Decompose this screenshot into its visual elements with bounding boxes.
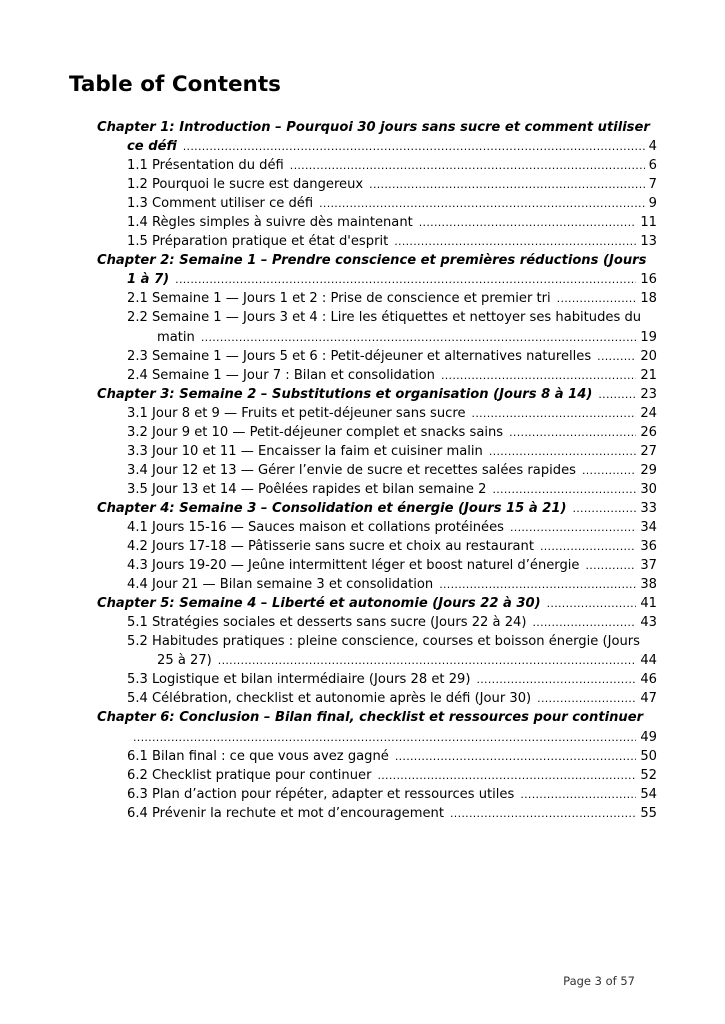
dot-leader (450, 804, 636, 823)
dot-leader (547, 594, 637, 613)
toc-entry-title: 25 à 27) (157, 653, 212, 669)
toc-chapter-entry[interactable] (97, 251, 657, 289)
toc-entry-title: 3.1 Jour 8 et 9 — Fruits et petit-déjeuner sans sucre (127, 405, 466, 421)
dot-leader (472, 404, 637, 423)
toc-page-number: 19 (640, 329, 657, 345)
toc-section-entry[interactable] (97, 175, 657, 194)
toc-entry-title: 2.2 Semaine 1 — Jours 3 et 4 : Lire les étiquettes et nettoyer ses habitudes du (127, 310, 642, 326)
toc-page-number: 37 (640, 558, 657, 574)
toc-entry-title: 2.1 Semaine 1 — Jours 1 et 2 : Prise de conscience et premier tri (127, 291, 551, 307)
toc-page-number: 16 (640, 272, 657, 288)
toc-section-entry[interactable] (97, 747, 657, 766)
toc-entry-title: 4.4 Jour 21 — Bilan semaine 3 et consolidation (127, 577, 434, 593)
dot-leader (489, 442, 636, 461)
toc-entry-title: 1 à 7) (127, 272, 170, 288)
toc-section-entry[interactable] (97, 766, 657, 785)
toc-section-entry[interactable] (97, 442, 657, 461)
dot-leader (597, 347, 636, 366)
toc-page-number: 52 (640, 767, 657, 783)
toc-section-entry[interactable] (97, 632, 657, 670)
toc-page-number: 18 (640, 291, 657, 307)
toc-section-entry[interactable] (97, 366, 657, 385)
toc-entry-title: ce défi (127, 139, 177, 155)
toc-section-entry[interactable] (97, 404, 657, 423)
dot-leader (540, 537, 636, 556)
dot-leader (441, 366, 636, 385)
toc-section-entry[interactable] (97, 213, 657, 232)
table-of-contents (97, 118, 657, 823)
toc-page-number: 38 (640, 577, 657, 593)
toc-entry-title: 3.2 Jour 9 et 10 — Petit-déjeuner complet et snacks sains (127, 424, 504, 440)
toc-page-number: 49 (640, 729, 657, 745)
toc-page-number: 44 (640, 653, 657, 669)
toc-section-entry[interactable] (97, 556, 657, 575)
toc-entry-title: 4.3 Jours 19-20 — Jeûne intermittent léger et boost naturel d’énergie (127, 558, 580, 574)
toc-entry-title: Chapter 1: Introduction – Pourquoi 30 jours sans sucre et comment utiliser (97, 120, 650, 135)
toc-section-entry[interactable] (97, 670, 657, 689)
toc-page-number: 20 (640, 348, 657, 364)
toc-entry-title: 6.4 Prévenir la rechute et mot d’encouragement (127, 805, 444, 821)
dot-leader (582, 461, 636, 480)
toc-page-number: 50 (640, 748, 657, 764)
toc-entry-title: 3.4 Jour 12 et 13 — Gérer l’envie de sucre et recettes salées rapides (127, 462, 576, 478)
dot-leader (533, 613, 637, 632)
toc-chapter-entry[interactable] (97, 499, 657, 518)
page-number-footer: Page 3 of 57 (563, 974, 635, 988)
toc-section-entry[interactable] (97, 194, 657, 213)
toc-entry-title: 5.3 Logistique et bilan intermédiaire (Jours 28 et 29) (127, 672, 471, 688)
dot-leader (598, 385, 636, 404)
toc-section-entry[interactable] (97, 689, 657, 708)
toc-entry-title: 2.3 Semaine 1 — Jours 5 et 6 : Petit-déjeuner et alternatives naturelles (127, 348, 592, 364)
dot-leader (509, 423, 636, 442)
toc-entry-title: matin (157, 329, 195, 345)
dot-leader (492, 480, 636, 499)
dot-leader (510, 518, 636, 537)
dot-leader (395, 747, 637, 766)
toc-page-number: 23 (640, 386, 657, 402)
toc-section-entry[interactable] (97, 461, 657, 480)
toc-entry-title: Chapter 3: Semaine 2 – Substitutions et organisation (Jours 8 à 14) (97, 386, 593, 402)
dot-leader (218, 651, 637, 670)
toc-entry-title: 6.2 Checklist pratique pour continuer (127, 767, 372, 783)
toc-page-number: 13 (640, 234, 657, 250)
dot-leader (419, 213, 637, 232)
toc-entry-title: 6.1 Bilan final : ce que vous avez gagné (127, 748, 389, 764)
toc-page-number: 41 (640, 596, 657, 612)
toc-entry-title: 5.2 Habitudes pratiques : pleine conscience, courses et boisson énergie (Jours (127, 634, 640, 650)
toc-entry-title: 2.4 Semaine 1 — Jour 7 : Bilan et consolidation (127, 367, 435, 383)
toc-section-entry[interactable] (97, 232, 657, 251)
dot-leader (537, 689, 636, 708)
toc-page-number: 24 (640, 405, 657, 421)
toc-page-number: 29 (640, 462, 657, 478)
dot-leader (290, 156, 645, 175)
toc-page-number: 9 (648, 196, 657, 212)
toc-chapter-entry[interactable] (97, 385, 657, 404)
toc-section-entry[interactable] (97, 804, 657, 823)
toc-page-number: 33 (640, 500, 657, 516)
toc-section-entry[interactable] (97, 480, 657, 499)
toc-page-number: 27 (640, 443, 657, 459)
toc-entry-title: Chapter 5: Semaine 4 – Liberté et autonomie (Jours 22 à 30) (97, 596, 541, 612)
toc-chapter-entry[interactable] (97, 594, 657, 613)
toc-chapter-entry[interactable] (97, 708, 657, 746)
toc-entry-title: 3.5 Jour 13 et 14 — Poêlées rapides et bilan semaine 2 (127, 481, 487, 497)
toc-page-number: 46 (640, 672, 657, 688)
toc-entry-title: 4.1 Jours 15-16 — Sauces maison et collations protéinées (127, 519, 504, 535)
toc-entry-title: Chapter 2: Semaine 1 – Prendre conscience et premières réductions (Jours (97, 253, 647, 269)
toc-entry-title: 6.3 Plan d’action pour répéter, adapter et ressources utiles (127, 786, 515, 802)
toc-section-entry[interactable] (97, 423, 657, 442)
dot-leader (175, 270, 636, 289)
dot-leader (319, 194, 645, 213)
toc-page-number: 34 (640, 519, 657, 535)
toc-entry-title: Chapter 6: Conclusion – Bilan final, checklist et ressources pour continuer (97, 710, 644, 726)
page-title: Table of Contents (69, 72, 281, 97)
toc-page-number: 47 (640, 691, 657, 707)
dot-leader (476, 670, 636, 689)
toc-entry-title: 4.2 Jours 17-18 — Pâtisserie sans sucre et choix au restaurant (127, 539, 534, 555)
dot-leader (377, 766, 636, 785)
dot-leader (557, 289, 637, 308)
toc-page-number: 54 (640, 786, 657, 802)
toc-section-entry[interactable] (97, 613, 657, 632)
toc-page-number: 21 (640, 367, 657, 383)
dot-leader (585, 556, 636, 575)
toc-page-number: 26 (640, 424, 657, 440)
toc-page-number: 7 (648, 177, 657, 193)
toc-entry-title: 1.2 Pourquoi le sucre est dangereux (127, 177, 364, 193)
toc-entry-title: Chapter 4: Semaine 3 – Consolidation et énergie (Jours 15 à 21) (97, 500, 567, 516)
toc-entry-title: 3.3 Jour 10 et 11 — Encaisser la faim et cuisiner malin (127, 443, 483, 459)
dot-leader (369, 175, 644, 194)
toc-entry-title: 1.4 Règles simples à suivre dès maintenant (127, 215, 413, 231)
dot-leader (572, 499, 636, 518)
toc-section-entry[interactable] (97, 537, 657, 556)
toc-page-number: 11 (640, 215, 657, 231)
dot-leader (520, 785, 636, 804)
toc-section-entry[interactable] (97, 785, 657, 804)
toc-entry-title: 1.3 Comment utiliser ce défi (127, 196, 314, 212)
toc-section-entry[interactable] (97, 575, 657, 594)
toc-chapter-entry[interactable] (97, 118, 657, 156)
dot-leader (394, 232, 636, 251)
toc-section-entry[interactable] (97, 289, 657, 308)
toc-section-entry[interactable] (97, 308, 657, 346)
toc-section-entry[interactable] (97, 156, 657, 175)
toc-page-number: 55 (640, 805, 657, 821)
toc-section-entry[interactable] (97, 347, 657, 366)
toc-section-entry[interactable] (97, 518, 657, 537)
toc-entry-title: 5.4 Célébration, checklist et autonomie après le défi (Jour 30) (127, 691, 532, 707)
dot-leader (439, 575, 636, 594)
dot-leader (133, 728, 636, 747)
dot-leader (183, 137, 645, 156)
dot-leader (201, 328, 636, 347)
toc-entry-title: 5.1 Stratégies sociales et desserts sans sucre (Jours 22 à 24) (127, 615, 527, 631)
toc-page-number: 36 (640, 539, 657, 555)
toc-page-number: 6 (648, 158, 657, 174)
toc-page-number: 4 (648, 139, 657, 155)
toc-page-number: 30 (640, 481, 657, 497)
toc-entry-title: 1.1 Présentation du défi (127, 158, 284, 174)
toc-entry-title: 1.5 Préparation pratique et état d'esprit (127, 234, 389, 250)
toc-page-number: 43 (640, 615, 657, 631)
